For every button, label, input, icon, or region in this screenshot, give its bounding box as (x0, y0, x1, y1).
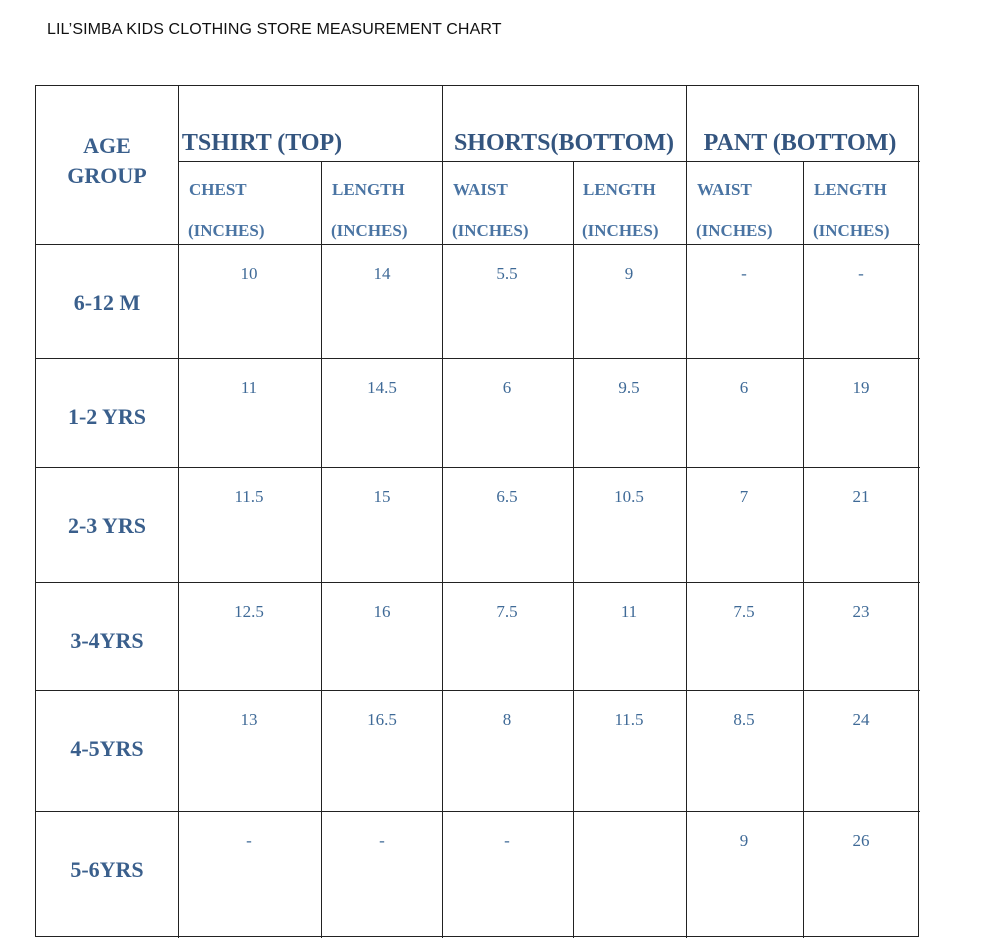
column-header-name: LENGTH (814, 180, 887, 199)
column-divider (321, 161, 322, 938)
age-group-cell: 5-6YRS (70, 857, 144, 882)
column-header-name: WAIST (453, 180, 508, 199)
column-header-name: LENGTH (583, 180, 656, 199)
row-divider (36, 582, 920, 583)
measurement-value: 14.5 (367, 378, 397, 397)
measurement-value: 11.5 (614, 710, 644, 729)
measurement-table (35, 85, 919, 937)
measurement-value: 12.5 (234, 602, 264, 621)
pant-group-header: PANT (BOTTOM) (703, 130, 897, 156)
measurement-value: 9.5 (618, 378, 640, 397)
age-group-cell: 1-2 YRS (67, 404, 147, 429)
age-group-header: AGE GROUP (67, 133, 147, 188)
document-title: LIL’SIMBA KIDS CLOTHING STORE MEASUREMENT CHART (47, 21, 502, 38)
column-header-name: WAIST (697, 180, 752, 199)
shorts-group-header: SHORTS(BOTTOM) (453, 130, 675, 156)
row-divider (36, 358, 920, 359)
column-divider (573, 161, 574, 938)
measurement-value: - (246, 831, 252, 850)
measurement-value: 10 (240, 264, 258, 283)
measurement-value: 16.5 (367, 710, 397, 729)
measurement-value: 9 (739, 831, 749, 850)
measurement-value: 11 (620, 602, 638, 621)
column-header-name: LENGTH (332, 180, 405, 199)
column-divider (803, 161, 804, 938)
column-header-name: CHEST (189, 180, 247, 199)
tshirt-group-header: TSHIRT (TOP) (181, 130, 343, 156)
measurement-value: - (858, 264, 864, 283)
row-divider (36, 690, 920, 691)
measurement-value: 6.5 (496, 487, 518, 506)
measurement-value: 21 (852, 487, 870, 506)
column-header-unit: (INCHES) (452, 221, 529, 240)
measurement-value: 11.5 (234, 487, 264, 506)
row-divider (36, 467, 920, 468)
measurement-value: 8.5 (733, 710, 755, 729)
measurement-value: 6 (739, 378, 749, 397)
row-divider (36, 811, 920, 812)
measurement-value: 7 (739, 487, 749, 506)
measurement-value: 16 (373, 602, 391, 621)
column-header-unit: (INCHES) (331, 221, 408, 240)
column-header-unit: (INCHES) (696, 221, 773, 240)
measurement-value: - (741, 264, 747, 283)
measurement-value: - (504, 831, 510, 850)
age-group-cell: 2-3 YRS (67, 513, 147, 538)
age-group-cell: 6-12 M (73, 290, 141, 315)
measurement-value: 7.5 (496, 602, 518, 621)
measurement-value: 13 (240, 710, 258, 729)
measurement-value: 19 (852, 378, 870, 397)
measurement-value: - (379, 831, 385, 850)
measurement-value: 7.5 (733, 602, 755, 621)
measurement-value: 10.5 (614, 487, 644, 506)
measurement-value: 11 (240, 378, 258, 397)
age-group-cell: 3-4YRS (70, 628, 144, 653)
measurement-value: 24 (852, 710, 870, 729)
row-divider (36, 244, 920, 245)
column-header-unit: (INCHES) (813, 221, 890, 240)
measurement-value: 26 (852, 831, 870, 850)
header-subdivider (178, 161, 920, 162)
measurement-value: 5.5 (496, 264, 518, 283)
measurement-value: 15 (373, 487, 391, 506)
age-group-cell: 4-5YRS (70, 736, 144, 761)
column-header-unit: (INCHES) (582, 221, 659, 240)
measurement-value: 14 (373, 264, 391, 283)
measurement-value: 23 (852, 602, 870, 621)
measurement-value: 8 (502, 710, 512, 729)
measurement-value: 6 (502, 378, 512, 397)
column-header-unit: (INCHES) (188, 221, 265, 240)
measurement-value: 9 (624, 264, 634, 283)
